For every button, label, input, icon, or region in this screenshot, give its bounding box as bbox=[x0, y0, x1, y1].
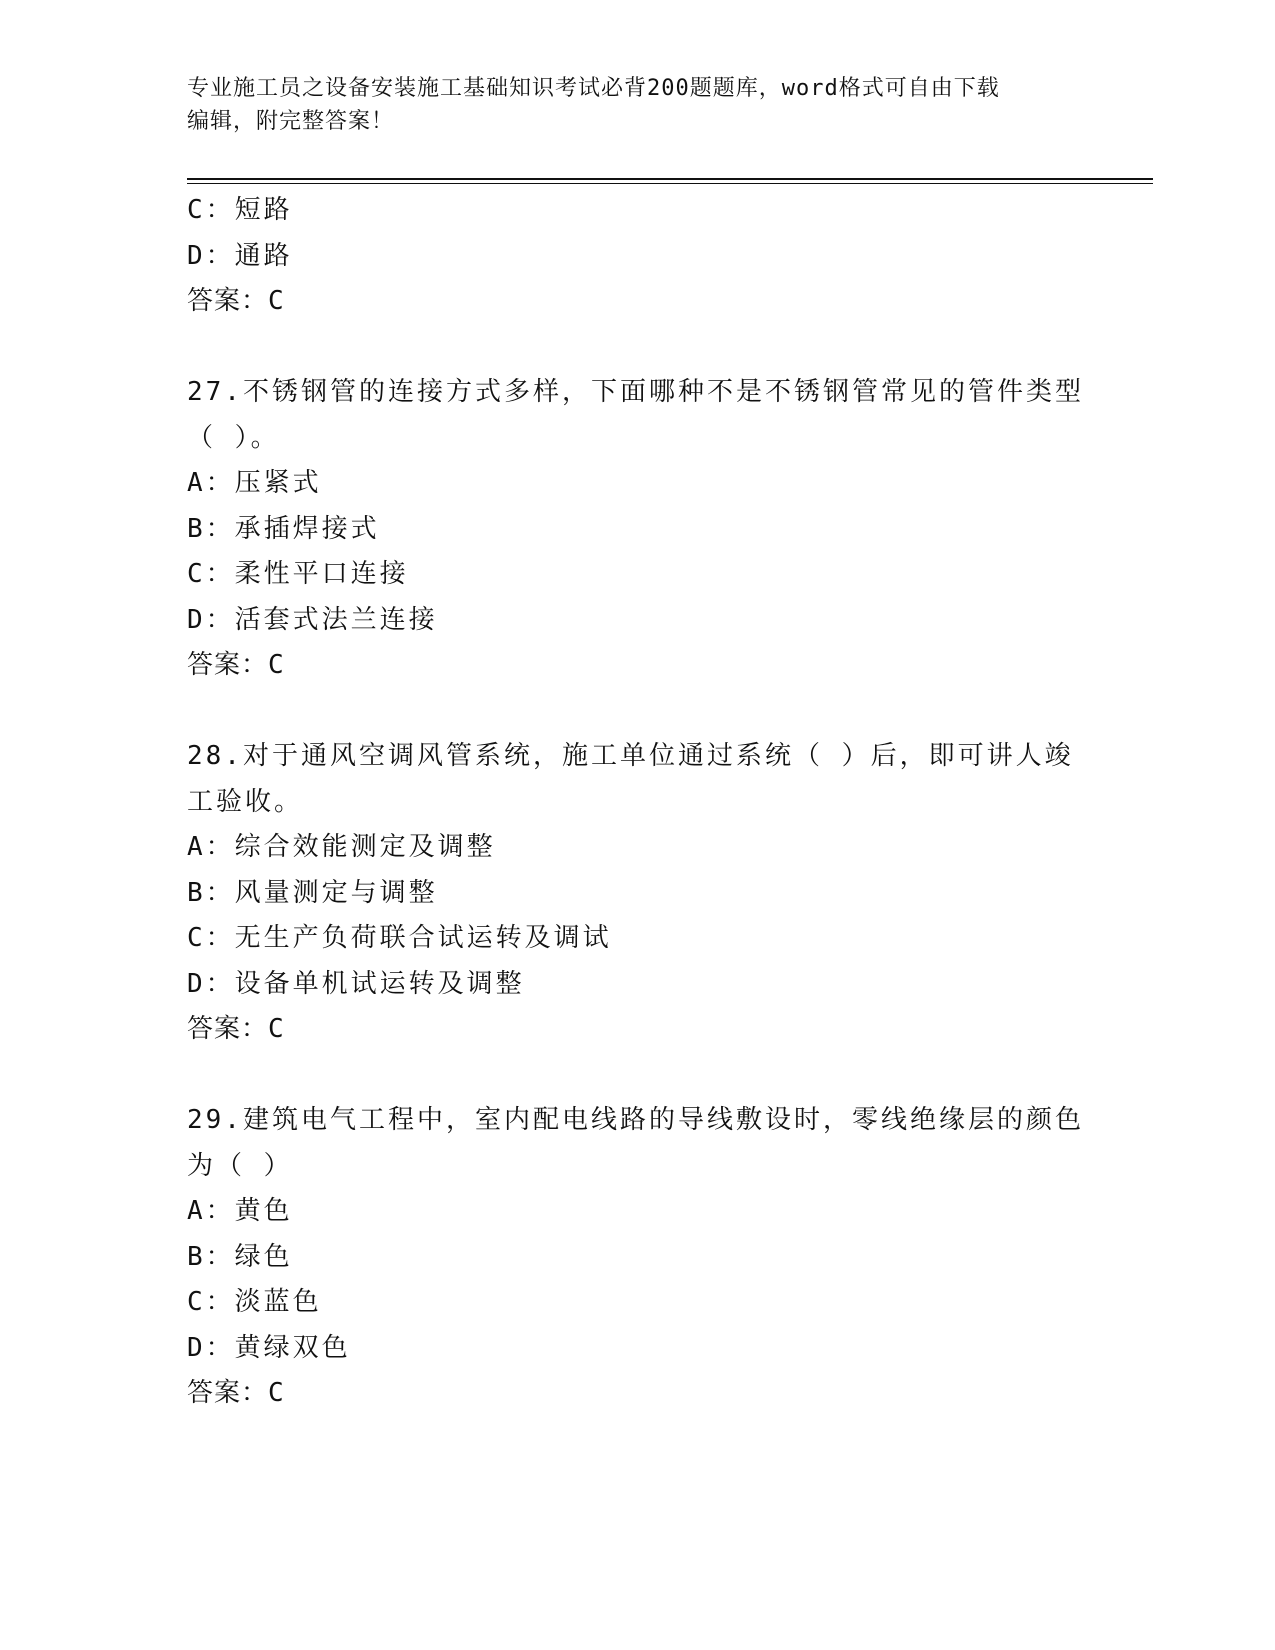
question-28 bbox=[187, 734, 1087, 1053]
document-header bbox=[187, 72, 1067, 138]
option-a: A：综合效能测定及调整 bbox=[187, 832, 496, 862]
option-c: C：柔性平口连接 bbox=[187, 559, 409, 589]
option-c: C：无生产负荷联合试运转及调试 bbox=[187, 923, 612, 953]
option-d: D：活套式法兰连接 bbox=[187, 604, 438, 635]
option-c: C：短路 bbox=[187, 195, 293, 225]
option-a: A：黄色 bbox=[187, 1196, 293, 1226]
question-stem: 29.建筑电气工程中，室内配电线路的导线敷设时，零线绝缘层的颜色 bbox=[187, 1105, 1084, 1135]
answer-line: 答案：C bbox=[187, 1378, 285, 1408]
option-d: D：黄绿双色 bbox=[187, 1332, 351, 1363]
question-stem: 27.不锈钢管的连接方式多样，下面哪种不是不锈钢管常见的管件类型 bbox=[187, 377, 1084, 407]
option-a: A：压紧式 bbox=[187, 468, 322, 498]
header-rule-thick bbox=[187, 178, 1153, 180]
header-rule-thin bbox=[187, 183, 1153, 184]
question-stem-continued: 为（ ） bbox=[187, 1150, 293, 1181]
question-stem: 28.对于通风空调风管系统，施工单位通过系统（ ）后，即可讲人竣 bbox=[187, 741, 1074, 771]
option-b: B：承插焊接式 bbox=[187, 513, 380, 544]
option-c: C：淡蓝色 bbox=[187, 1287, 322, 1317]
spacer bbox=[187, 1053, 1087, 1099]
option-d: D：通路 bbox=[187, 240, 293, 271]
spacer bbox=[187, 325, 1087, 371]
answer-line: 答案：C bbox=[187, 1014, 285, 1044]
answer-line: 答案：C bbox=[187, 286, 285, 316]
question-27 bbox=[187, 370, 1087, 689]
question-26-continued bbox=[187, 188, 1087, 325]
option-b: B：风量测定与调整 bbox=[187, 877, 438, 908]
header-line-1: 专业施工员之设备安装施工基础知识考试必背200题题库，word格式可自由下载 bbox=[187, 76, 1000, 101]
question-stem-continued: 工验收。 bbox=[187, 786, 304, 817]
question-29 bbox=[187, 1098, 1087, 1417]
option-b: B：绿色 bbox=[187, 1241, 293, 1272]
question-stem-continued: （ ）。 bbox=[187, 422, 280, 453]
spacer bbox=[187, 689, 1087, 735]
header-line-2: 编辑，附完整答案！ bbox=[187, 109, 395, 134]
question-list bbox=[187, 188, 1087, 1417]
answer-line: 答案：C bbox=[187, 650, 285, 680]
option-d: D：设备单机试运转及调整 bbox=[187, 968, 525, 999]
